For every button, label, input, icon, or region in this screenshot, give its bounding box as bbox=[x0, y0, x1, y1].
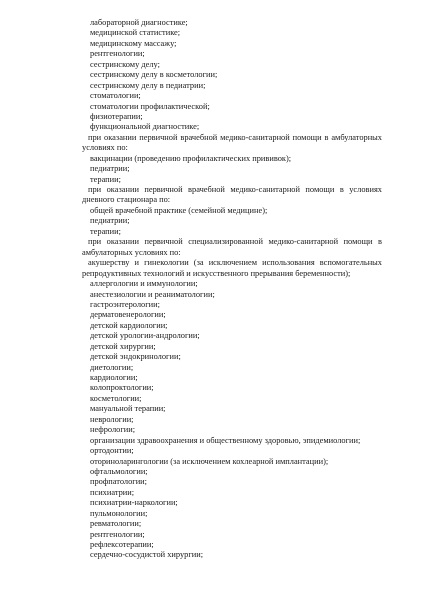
paragraph: акушерству и гинекологии (за исключением использования вспомогательных репродуктивных технологий и искусственного прерывания беременности); bbox=[82, 258, 382, 278]
list-item: пульмонологии; bbox=[90, 508, 148, 518]
list-item: детской хирургии; bbox=[90, 341, 156, 351]
list-item: анестезиологии и реаниматологии; bbox=[90, 289, 215, 299]
list-item: профпатологии; bbox=[90, 477, 147, 487]
list-item: педиатрии; bbox=[90, 216, 130, 226]
paragraph: при оказании первичной врачебной медико-санитарной помощи в амбулаторных условиях по: bbox=[82, 132, 382, 153]
list-item: терапии; bbox=[90, 226, 121, 236]
list-item: ревматологии; bbox=[90, 519, 142, 529]
list-item: физиотерапии; bbox=[90, 111, 143, 121]
list-item: терапии; bbox=[90, 174, 121, 184]
list-item: сердечно-сосудистой хирургии; bbox=[90, 550, 204, 560]
list-item: педиатрии; bbox=[90, 164, 130, 174]
list-item: сестринскому делу в косметологии; bbox=[90, 70, 218, 80]
list-item: организации здравоохранения и общественному здоровью, эпидемиологии; bbox=[90, 435, 361, 445]
paragraph: при оказании первичной специализированной медико-санитарной помощи в амбулаторных условиях по: bbox=[82, 237, 382, 257]
list-item: колопроктологии; bbox=[90, 383, 154, 393]
list-item: медицинскому массажу; bbox=[90, 38, 177, 48]
list-item: стоматологии; bbox=[90, 91, 141, 101]
list-item: вакцинации (проведению профилактических прививок); bbox=[90, 153, 292, 163]
list-item: косметологии; bbox=[90, 393, 142, 403]
list-item: сестринскому делу в педиатрии; bbox=[90, 80, 206, 90]
list-item: мануальной терапии; bbox=[90, 404, 166, 414]
list-item: рентгенологии; bbox=[90, 529, 145, 539]
list-item: рефлексотерапии; bbox=[90, 540, 154, 549]
list-item: кардиологии; bbox=[90, 373, 138, 382]
list-item: функциональной диагностике; bbox=[90, 122, 200, 132]
list-item: психиатрии-наркологии; bbox=[90, 498, 178, 508]
list-item: диетологии; bbox=[90, 362, 134, 372]
list-item: лабораторной диагностике; bbox=[90, 18, 188, 27]
paragraph: при оказании первичной врачебной медико-санитарной помощи в условиях дневного стационара по: bbox=[82, 185, 382, 205]
list-item: детской эндокринологии; bbox=[90, 352, 181, 362]
list-item: детской кардиологии; bbox=[90, 320, 168, 330]
list-item: рентгенологии; bbox=[90, 49, 145, 59]
list-item: общей врачебной практике (семейной медицине); bbox=[90, 205, 268, 215]
list-item: неврологии; bbox=[90, 414, 134, 424]
list-item: нефрологии; bbox=[90, 425, 136, 435]
list-item: ортодонтии; bbox=[90, 446, 134, 456]
document-body bbox=[82, 18, 382, 561]
list-item: психиатрии; bbox=[90, 487, 135, 497]
list-item: гастроэнтерологии; bbox=[90, 299, 160, 309]
list-item: дерматовенерологии; bbox=[90, 310, 166, 320]
list-item: стоматологии профилактической; bbox=[90, 101, 210, 111]
list-item: аллергологии и иммунологии; bbox=[90, 279, 198, 289]
list-item: сестринскому делу; bbox=[90, 59, 160, 69]
list-item: медицинской статистике; bbox=[90, 28, 181, 38]
list-item: офтальмологии; bbox=[90, 466, 148, 476]
list-item: детской урологии-андрологии; bbox=[90, 331, 200, 341]
list-item: оториноларингологии (за исключением кохлеарной имплантации); bbox=[90, 456, 329, 466]
